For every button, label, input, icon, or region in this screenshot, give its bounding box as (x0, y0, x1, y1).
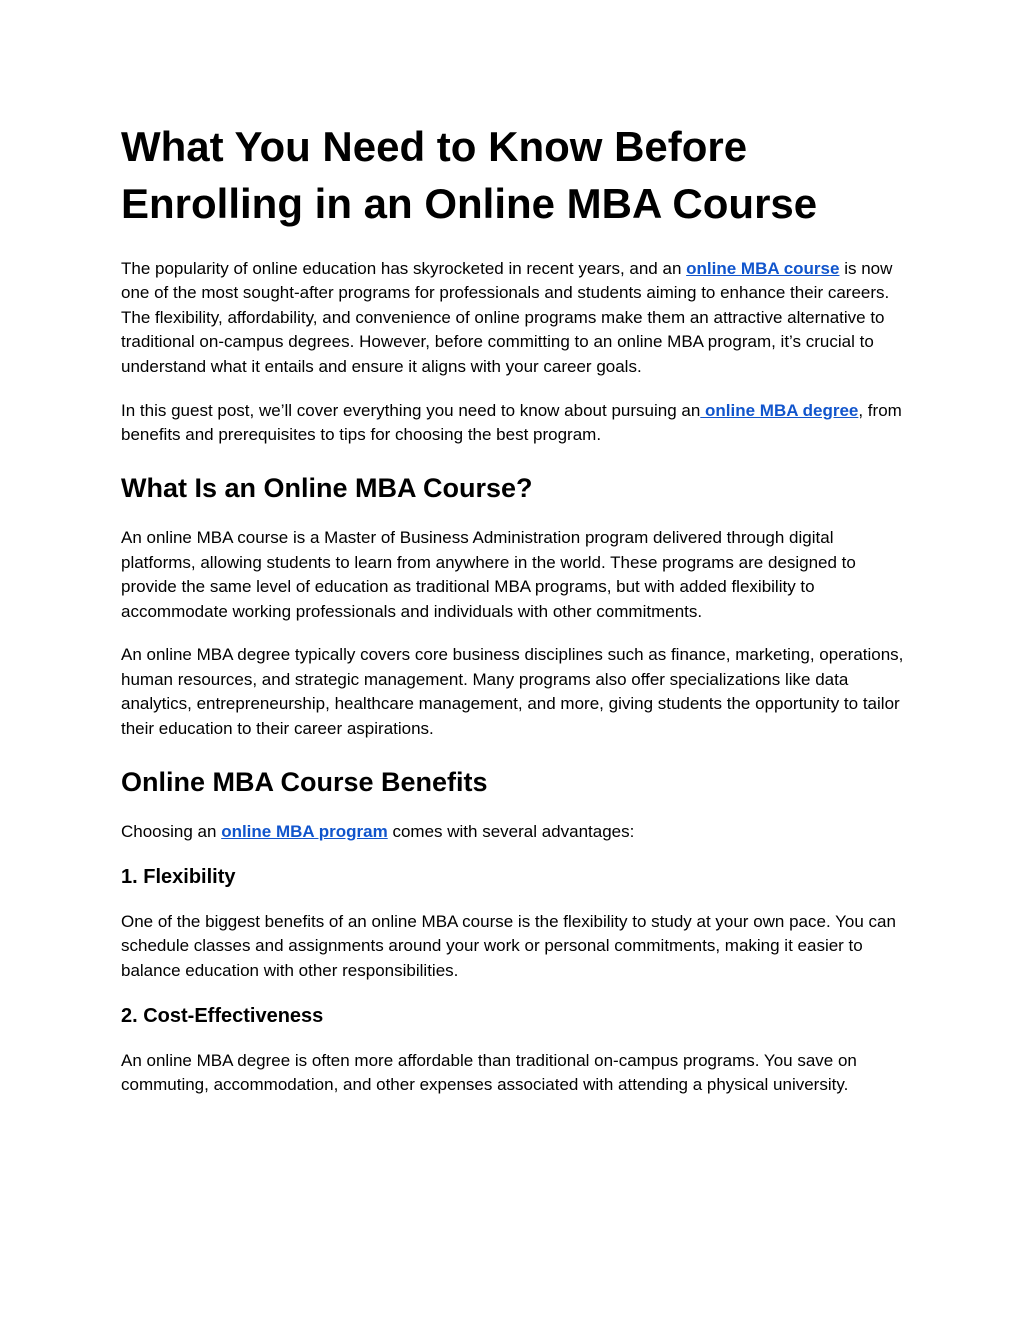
online-mba-degree-link[interactable]: online MBA degree (700, 400, 859, 420)
online-mba-program-link[interactable]: online MBA program (221, 822, 388, 842)
section1-paragraph-2: An online MBA degree typically covers core business disciplines such as finance, marketing, operations, human resources, and strategic management. Many programs also offer specializations like data analytics, entrepreneurship, healthcare management, and more, giving students the opportunity to tailor their education to their career aspirations. (121, 645, 904, 738)
section-heading-what-is: What Is an Online MBA Course? (121, 473, 533, 504)
flexibility-paragraph: One of the biggest benefits of an online MBA course is the flexibility to study at your own pace. You can schedule classes and assignments around your work or personal commitments, making it easier to balance education with other responsibilities. (121, 912, 896, 980)
intro-paragraph-2 (121, 399, 911, 448)
section1-paragraph-1: An online MBA course is a Master of Business Administration program delivered through digital platforms, allowing students to learn from anywhere in the world. These programs are designed to provide the same level of education as traditional MBA programs, but with added flexibility to accommodate working professionals and individuals with other commitments. (121, 528, 856, 621)
benefits-intro-before: Choosing an (121, 822, 222, 842)
intro-p1-text-before: The popularity of online education has skyrocketed in recent years, and an (121, 259, 687, 278)
online-mba-course-link[interactable]: online MBA course (686, 259, 840, 278)
benefits-intro-after: comes with several advantages: (387, 822, 635, 842)
subheading-flexibility: 1. Flexibility (121, 866, 236, 888)
intro-p2-text-after: , from benefits and prerequisites to tips for choosing the best program. (121, 400, 902, 444)
document-page (121, 118, 911, 1117)
benefits-intro-paragraph (121, 820, 911, 844)
document-title: What You Need to Know Before Enrolling in an Online MBA Course (121, 123, 818, 227)
section-heading-benefits: Online MBA Course Benefits (121, 767, 488, 798)
intro-paragraph-1 (121, 257, 911, 379)
intro-p2-text-before: In this guest post, we’ll cover everything you need to know about pursuing an (121, 400, 701, 420)
intro-p1-text-after: is now one of the most sought-after programs for professionals and students aiming to enhance their careers. The flexibility, affordability, and convenience of online programs make them an attractive alternative to traditional on-campus degrees. However, before committing to an online MBA program, it’s crucial to understand what it entails and ensure it aligns with your career goals. (121, 259, 893, 376)
cost-effectiveness-paragraph: An online MBA degree is often more affordable than traditional on-campus programs. You save on commuting, accommodation, and other expenses associated with attending a physical university. (121, 1050, 857, 1095)
subheading-cost-effectiveness: 2. Cost-Effectiveness (121, 1004, 324, 1027)
